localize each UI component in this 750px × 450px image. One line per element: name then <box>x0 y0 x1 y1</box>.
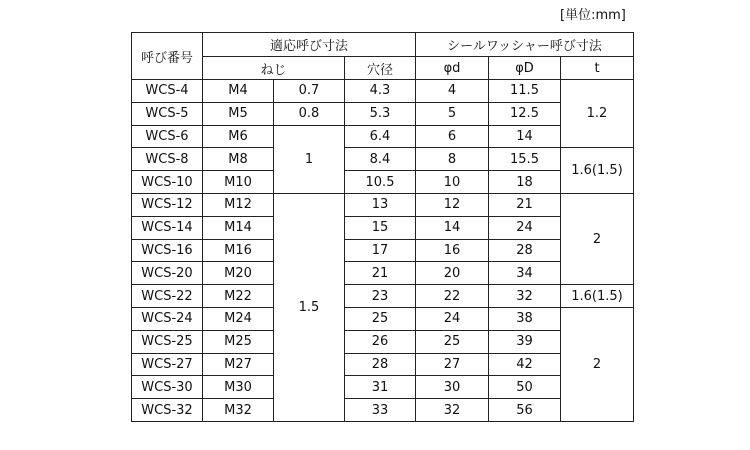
outer-diameter-cell: 21 <box>489 193 561 216</box>
hole-diameter-cell: 25 <box>345 307 416 330</box>
hole-diameter-cell: 6.4 <box>345 125 416 148</box>
header-phi-d: φd <box>416 57 489 80</box>
inner-diameter-cell: 27 <box>416 353 489 376</box>
call-no-cell: WCS-30 <box>132 376 203 399</box>
thread-cell: M12 <box>203 193 274 216</box>
inner-diameter-cell: 5 <box>416 102 489 125</box>
header-seal-washer: シールワッシャー呼び寸法 <box>416 33 634 57</box>
hole-diameter-cell: 17 <box>345 239 416 262</box>
call-no-cell: WCS-5 <box>132 102 203 125</box>
outer-diameter-cell: 14 <box>489 125 561 148</box>
table-row <box>132 125 634 148</box>
thread-cell: M4 <box>203 80 274 103</box>
outer-diameter-cell: 42 <box>489 353 561 376</box>
call-no-cell: WCS-32 <box>132 399 203 422</box>
hole-diameter-cell: 8.4 <box>345 148 416 171</box>
outer-diameter-cell: 38 <box>489 307 561 330</box>
pitch-cell: 1.5 <box>274 193 345 421</box>
table-body <box>132 80 634 422</box>
header-phi-D: φD <box>489 57 561 80</box>
outer-diameter-cell: 15.5 <box>489 148 561 171</box>
thread-cell: M5 <box>203 102 274 125</box>
table-row <box>132 285 634 308</box>
hole-diameter-cell: 5.3 <box>345 102 416 125</box>
hole-diameter-cell: 33 <box>345 399 416 422</box>
hole-diameter-cell: 15 <box>345 216 416 239</box>
thread-cell: M25 <box>203 330 274 353</box>
thickness-cell: 2 <box>561 193 634 284</box>
outer-diameter-cell: 24 <box>489 216 561 239</box>
thread-cell: M16 <box>203 239 274 262</box>
inner-diameter-cell: 16 <box>416 239 489 262</box>
call-no-cell: WCS-24 <box>132 307 203 330</box>
call-no-cell: WCS-10 <box>132 171 203 194</box>
hole-diameter-cell: 28 <box>345 353 416 376</box>
thread-cell: M32 <box>203 399 274 422</box>
inner-diameter-cell: 14 <box>416 216 489 239</box>
table-row <box>132 262 634 285</box>
thread-cell: M14 <box>203 216 274 239</box>
inner-diameter-cell: 6 <box>416 125 489 148</box>
table-row <box>132 216 634 239</box>
thread-cell: M10 <box>203 171 274 194</box>
call-no-cell: WCS-22 <box>132 285 203 308</box>
table-row <box>132 193 634 216</box>
inner-diameter-cell: 8 <box>416 148 489 171</box>
thread-cell: M30 <box>203 376 274 399</box>
hole-diameter-cell: 31 <box>345 376 416 399</box>
header-t: t <box>561 57 634 80</box>
call-no-cell: WCS-4 <box>132 80 203 103</box>
thread-cell: M27 <box>203 353 274 376</box>
call-no-cell: WCS-16 <box>132 239 203 262</box>
inner-diameter-cell: 12 <box>416 193 489 216</box>
hole-diameter-cell: 4.3 <box>345 80 416 103</box>
header-thread: ねじ <box>203 57 345 80</box>
outer-diameter-cell: 39 <box>489 330 561 353</box>
table-row <box>132 330 634 353</box>
table-row <box>132 307 634 330</box>
hole-diameter-cell: 26 <box>345 330 416 353</box>
outer-diameter-cell: 34 <box>489 262 561 285</box>
thread-cell: M24 <box>203 307 274 330</box>
table-row <box>132 239 634 262</box>
hole-diameter-cell: 21 <box>345 262 416 285</box>
call-no-cell: WCS-14 <box>132 216 203 239</box>
thickness-cell: 2 <box>561 307 634 421</box>
inner-diameter-cell: 22 <box>416 285 489 308</box>
table-row <box>132 102 634 125</box>
pitch-cell: 0.7 <box>274 80 345 103</box>
thickness-cell: 1.6(1.5) <box>561 285 634 308</box>
table-row <box>132 80 634 103</box>
unit-label: [単位:mm] <box>560 8 626 23</box>
thread-cell: M20 <box>203 262 274 285</box>
inner-diameter-cell: 10 <box>416 171 489 194</box>
thread-cell: M22 <box>203 285 274 308</box>
outer-diameter-cell: 56 <box>489 399 561 422</box>
thickness-cell: 1.2 <box>561 80 634 148</box>
thread-cell: M8 <box>203 148 274 171</box>
outer-diameter-cell: 28 <box>489 239 561 262</box>
inner-diameter-cell: 4 <box>416 80 489 103</box>
table-row <box>132 399 634 422</box>
outer-diameter-cell: 18 <box>489 171 561 194</box>
thread-cell: M6 <box>203 125 274 148</box>
call-no-cell: WCS-12 <box>132 193 203 216</box>
call-no-cell: WCS-27 <box>132 353 203 376</box>
table-row <box>132 171 634 194</box>
table-row <box>132 148 634 171</box>
hole-diameter-cell: 10.5 <box>345 171 416 194</box>
hole-diameter-cell: 13 <box>345 193 416 216</box>
outer-diameter-cell: 11.5 <box>489 80 561 103</box>
header-row-1 <box>132 33 634 57</box>
outer-diameter-cell: 12.5 <box>489 102 561 125</box>
hole-diameter-cell: 23 <box>345 285 416 308</box>
inner-diameter-cell: 20 <box>416 262 489 285</box>
thickness-cell: 1.6(1.5) <box>561 148 634 194</box>
call-no-cell: WCS-25 <box>132 330 203 353</box>
table-row <box>132 376 634 399</box>
pitch-cell: 1 <box>274 125 345 193</box>
inner-diameter-cell: 25 <box>416 330 489 353</box>
outer-diameter-cell: 50 <box>489 376 561 399</box>
header-hole: 穴径 <box>345 57 416 80</box>
call-no-cell: WCS-20 <box>132 262 203 285</box>
outer-diameter-cell: 32 <box>489 285 561 308</box>
call-no-cell: WCS-6 <box>132 125 203 148</box>
spec-table <box>131 32 634 422</box>
header-applicable: 適応呼び寸法 <box>203 33 416 57</box>
table-row <box>132 353 634 376</box>
header-row-2 <box>132 57 634 80</box>
pitch-cell: 0.8 <box>274 102 345 125</box>
inner-diameter-cell: 30 <box>416 376 489 399</box>
call-no-cell: WCS-8 <box>132 148 203 171</box>
inner-diameter-cell: 32 <box>416 399 489 422</box>
inner-diameter-cell: 24 <box>416 307 489 330</box>
header-call-no: 呼び番号 <box>132 33 203 80</box>
